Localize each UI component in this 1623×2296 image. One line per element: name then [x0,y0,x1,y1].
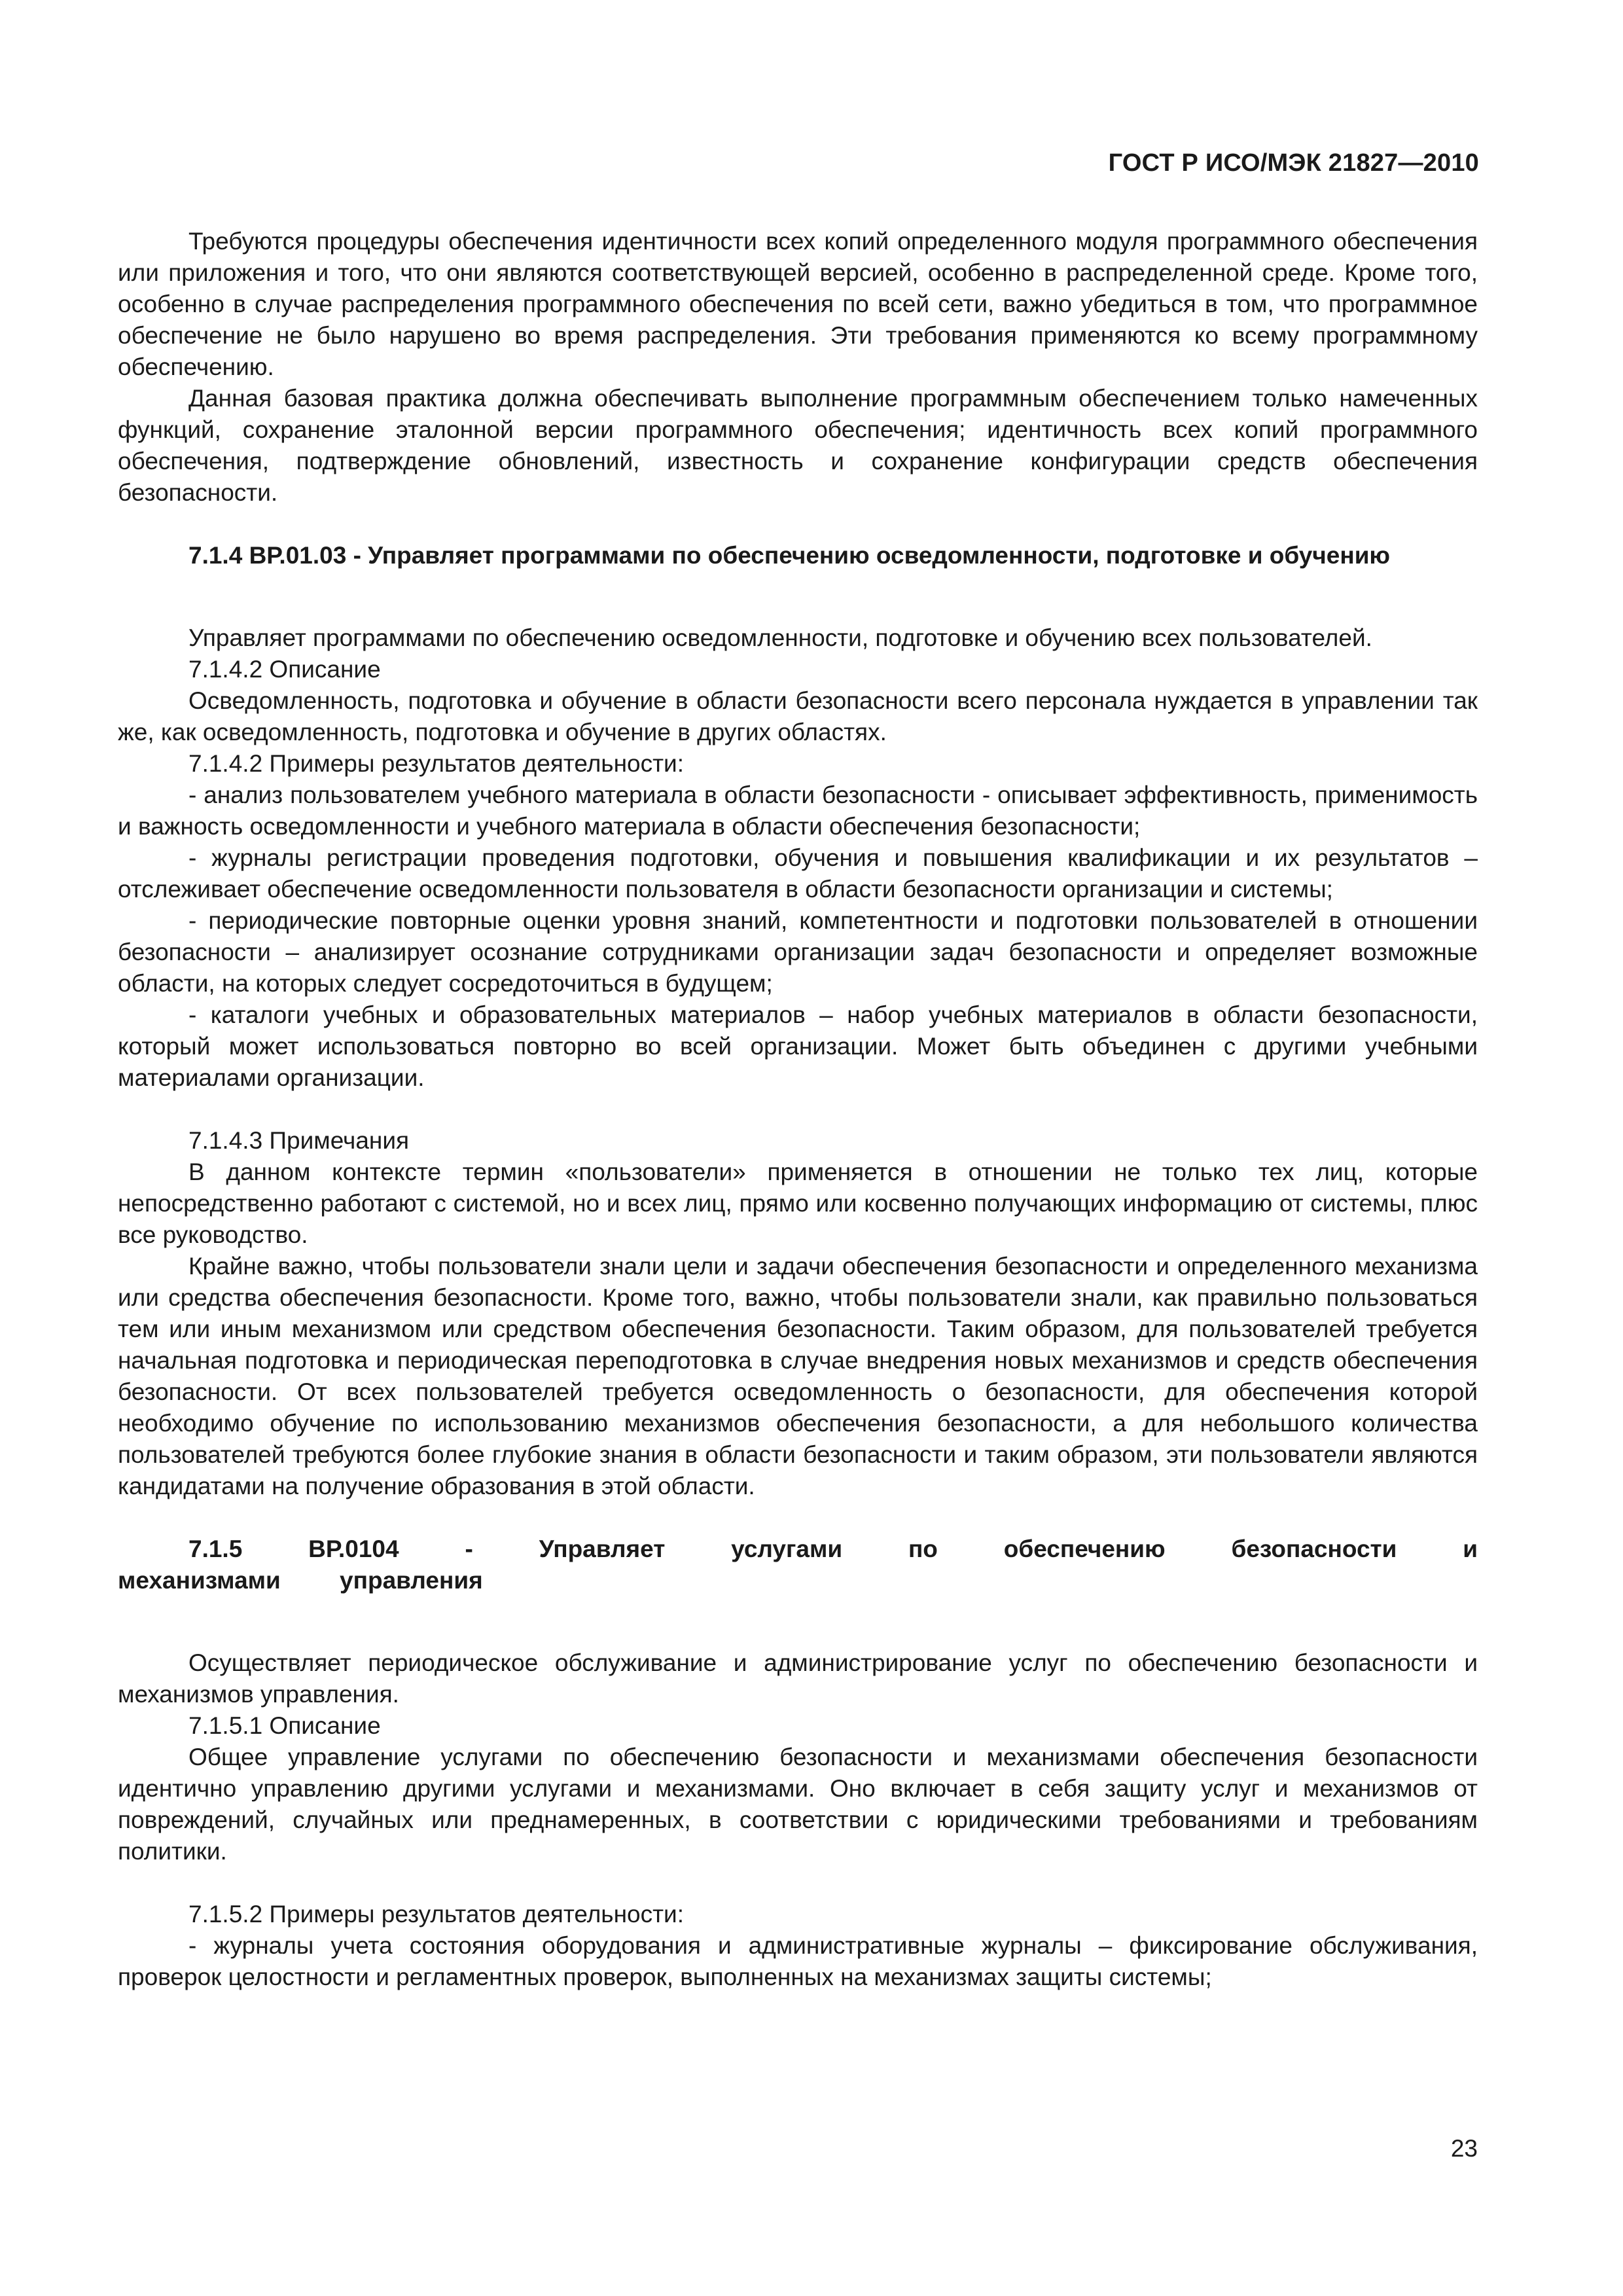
subsection-label: 7.1.4.2 Примеры результатов деятельности: [188,750,684,777]
subsection-label: 7.1.5.1 Описание [188,1712,381,1739]
list-item: - каталоги учебных и образовательных материалов – набор учебных материалов в области безопасности, который может использоваться повторно во всей организации. Может быть объединен с другими учебными материалами организации. [118,1001,1478,1091]
list-item: - журналы учета состояния оборудования и административные журналы – фиксирование обслуживания, проверок целостности и регламентных проверок, выполненных на механизмах защиты системы; [118,1932,1478,1990]
subsection-label: 7.1.4.2 Описание [188,656,381,683]
notes-paragraph: В данном контексте термин «пользователи» применяется в отношении не только тех лиц, которые непосредственно работают с системой, но и всех лиц, прямо или косвенно получающих информацию от системы, плюс все руководство. [118,1158,1478,1248]
description-text: Общее управление услугами по обеспечению безопасности и механизмами обеспечения безопасности идентично управлению другими услугами и механизмами. Оно включает в себя защиту услуг и механизмов от повреждений, случайных или преднамеренных, в соответствии с юридическими требованиями и требованиям политики. [118,1744,1478,1865]
notes-paragraph: Крайне важно, чтобы пользователи знали цели и задачи обеспечения безопасности и определенного механизма или средства обеспечения безопасности. Кроме того, важно, чтобы пользователи знали, как правильно пользоваться тем или иным механизмом или средством обеспечения безопасности. Таким образом, для пользователей требуется начальная подготовка и периодическая переподготовка в случае внедрения новых механизмов и средств обеспечения безопасности. От всех пользователей требуется осведомленность о безопасности, для обеспечения которой необходимо обучение по использованию механизмов обеспечения безопасности, а для небольшого количества пользователей требуются более глубокие знания в области безопасности и таким образом, эти пользователи являются кандидатами на получение образования в этой области. [118,1253,1478,1499]
intro-paragraph: Данная базовая практика должна обеспечивать выполнение программным обеспечением только намеченных функций, сохранение эталонной версии программного обеспечения; идентичность всех копий программного обеспечения, подтверждение обновлений, известность и сохранение конфигурации средств обеспечения безопасности. [118,385,1478,506]
page-number: 23 [1450,2135,1478,2162]
standard-header: ГОСТ Р ИСО/МЭК 21827—2010 [1108,149,1479,177]
section-heading-7-1-4: 7.1.4 ВР.01.03 - Управляет программами по обеспечению осведомленности, подготовке и обучению [188,542,1391,569]
list-item: - журналы регистрации проведения подготовки, обучения и повышения квалификации и их результатов – отслеживает обеспечение осведомленности пользователя в области безопасности организации и системы; [118,844,1478,903]
list-item: - анализ пользователем учебного материала в области безопасности - описывает эффективность, применимость и важность осведомленности и учебного материала в области обеспечения безопасности; [118,781,1478,840]
subsection-label: 7.1.4.3 Примечания [188,1127,410,1154]
section-heading-7-1-5: 7.1.5 ВР.0104 - Управляет услугами по обеспечению безопасности и механизмами управления [118,1535,1478,1594]
list-item: - периодические повторные оценки уровня знаний, компетентности и подготовки пользователей в отношении безопасности – анализирует осознание сотрудниками организации задач безопасности и определяет возможные области, на которых следует сосредоточиться в будущем; [118,907,1478,997]
section-summary: Управляет программами по обеспечению осведомленности, подготовке и обучению всех пользователей. [188,624,1372,651]
description-text: Осведомленность, подготовка и обучение в области безопасности всего персонала нуждается в управлении так же, как осведомленность, подготовка и обучение в других областях. [118,687,1478,745]
intro-paragraph: Требуются процедуры обеспечения идентичности всех копий определенного модуля программного обеспечения или приложения и того, что они являются соответствующей версией, особенно в распределенной среде. Кроме того, особенно в случае распределения программного обеспечения по всей сети, важно убедиться в том, что программное обеспечение не было нарушено во время распределения. Эти требования применяются ко всему программному обеспечению. [118,228,1478,380]
section-summary: Осуществляет периодическое обслуживание и администрирование услуг по обеспечению безопасности и механизмов управления. [118,1649,1478,1708]
document-body [118,226,1478,1993]
subsection-label: 7.1.5.2 Примеры результатов деятельности: [188,1901,684,1928]
